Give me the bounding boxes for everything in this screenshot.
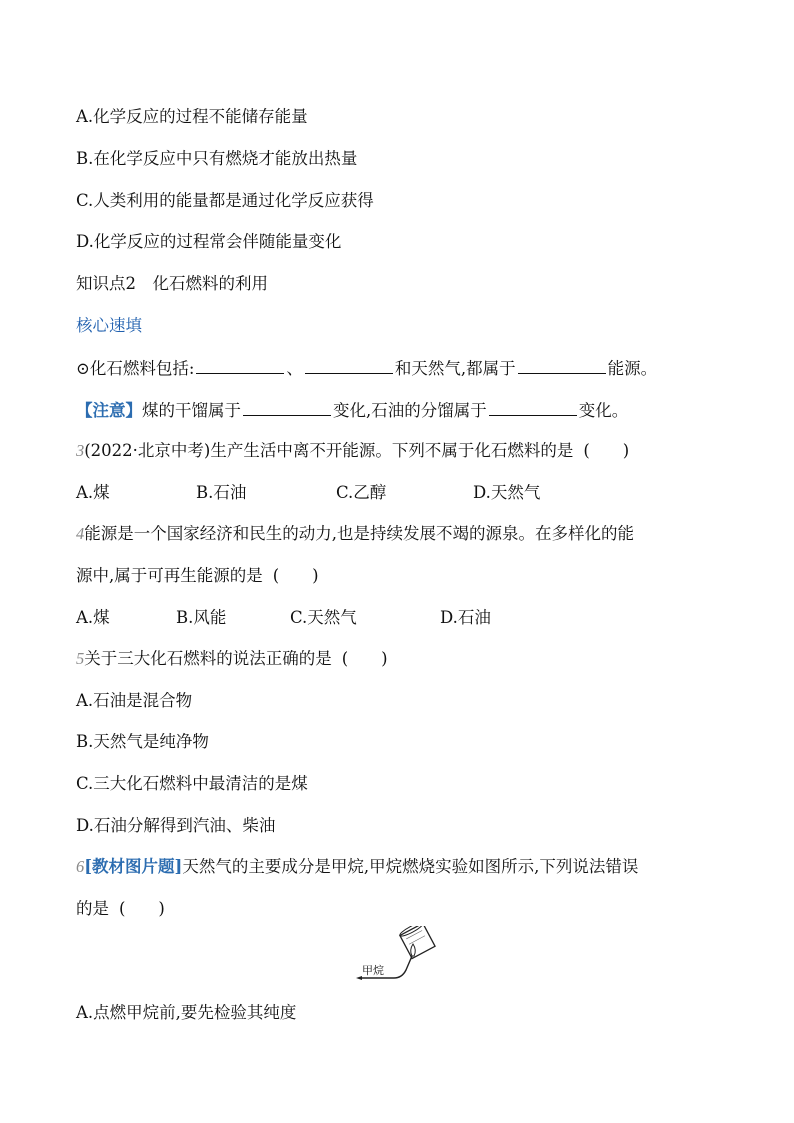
q5-stem-line — [76, 648, 388, 670]
q4-option-d: D.石油 — [440, 608, 491, 627]
note-text-2: 变化,石油的分馏属于 — [333, 401, 487, 420]
blank-1[interactable] — [196, 357, 284, 374]
q4-options — [76, 607, 491, 629]
q5-option-d: D.石油分解得到汽油、柴油 — [76, 816, 276, 835]
section-title: 知识点2 化石燃料的利用 — [76, 274, 268, 293]
note-text-3: 变化。 — [578, 401, 629, 420]
q4-option-a: A.煤 — [76, 608, 110, 627]
q2-option-c: C.人类利用的能量都是通过化学反应获得 — [76, 191, 374, 210]
q4-option-c: C.天然气 — [290, 608, 357, 627]
blank-4[interactable] — [243, 399, 331, 416]
q6-stem-line-1 — [76, 856, 638, 878]
note-tag: 【注意】 — [76, 401, 142, 420]
q5-option-b: B.天然气是纯净物 — [76, 732, 209, 751]
q6-answer-paren[interactable]: ( ) — [119, 899, 165, 918]
q3-option-d: D.天然气 — [473, 483, 541, 502]
q4-stem-line-2 — [76, 565, 319, 587]
q6-tag: [教材图片题] — [84, 857, 183, 876]
note-text-1: 煤的干馏属于 — [142, 401, 241, 420]
q4-stem-2: 源中,属于可再生能源的是 — [76, 566, 263, 585]
q6-stem-line-2 — [76, 898, 165, 920]
circle-marker-icon: ⊙ — [76, 359, 90, 378]
q5-option-a: A.石油是混合物 — [76, 691, 193, 710]
q6-number: 6 — [76, 857, 85, 876]
q3-stem: (2022·北京中考)生产生活中离不开能源。下列不属于化石燃料的是 — [84, 441, 574, 460]
fill1-text-1: 化石燃料包括: — [89, 359, 195, 378]
beaker-icon — [398, 926, 435, 958]
q3-options — [76, 482, 540, 504]
blank-3[interactable] — [518, 357, 606, 374]
q3-answer-paren[interactable]: ( ) — [583, 441, 630, 460]
figure-label-methane: 甲烷 — [362, 964, 384, 977]
q2-option-a: A.化学反应的过程不能储存能量 — [76, 107, 308, 126]
q2-option-d: D.化学反应的过程常会伴随能量变化 — [76, 232, 342, 251]
q3-option-a: A.煤 — [76, 483, 110, 502]
q4-stem-line-1 — [76, 523, 634, 545]
q5-stem: 关于三大化石燃料的说法正确的是 — [84, 649, 332, 668]
q2-option-b: B.在化学反应中只有燃烧才能放出热量 — [76, 149, 358, 168]
fill1-text-2: 和天然气,都属于 — [394, 359, 516, 378]
q5-answer-paren[interactable]: ( ) — [341, 649, 388, 668]
q5-option-c: C.三大化石燃料中最清洁的是煤 — [76, 774, 308, 793]
flame-icon — [411, 944, 416, 956]
blank-2[interactable] — [305, 357, 393, 374]
q6-stem-1: 天然气的主要成分是甲烷,甲烷燃烧实验如图所示,下列说法错误 — [182, 857, 639, 876]
q6-option-a: A.点燃甲烷前,要先检验其纯度 — [76, 1003, 297, 1022]
blank-5[interactable] — [489, 399, 577, 416]
section-subtitle: 核心速填 — [76, 316, 142, 335]
q6-stem-2: 的是 — [76, 899, 109, 918]
q4-stem-1: 能源是一个国家经济和民生的动力,也是持续发展不竭的源泉。在多样化的能 — [84, 524, 634, 543]
q3-number: 3 — [76, 441, 85, 460]
q3-option-c: C.乙醇 — [336, 483, 387, 502]
q3-stem-line — [76, 440, 629, 462]
fill1-sep: 、 — [286, 359, 303, 378]
q4-number: 4 — [76, 524, 85, 543]
fill1-text-3: 能源。 — [607, 359, 658, 378]
note-line — [76, 399, 628, 422]
fill-line-fossil-fuels — [76, 357, 657, 380]
q5-number: 5 — [76, 649, 85, 668]
q3-option-b: B.石油 — [196, 483, 247, 502]
q4-option-b: B.风能 — [176, 608, 227, 627]
q4-answer-paren[interactable]: ( ) — [272, 566, 319, 585]
